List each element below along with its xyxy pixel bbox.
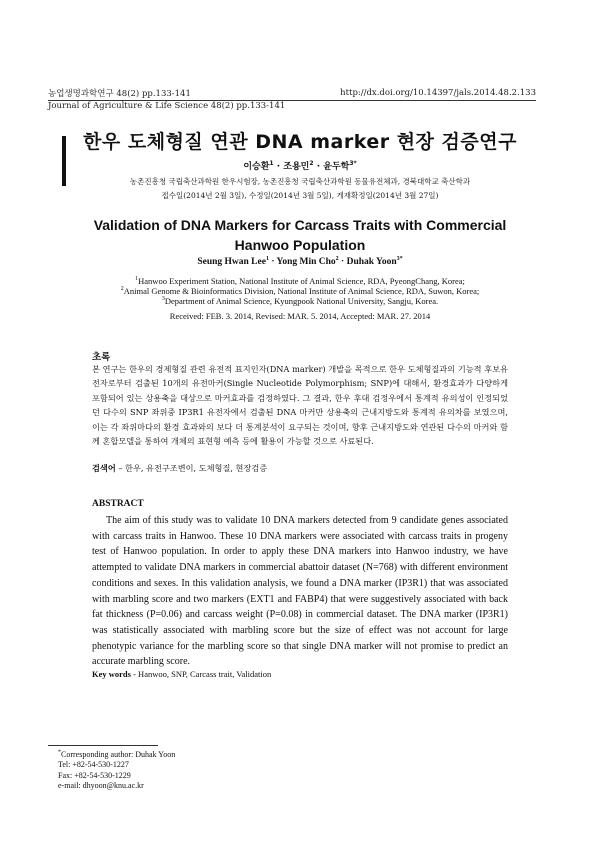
corresponding-author: *Corresponding author: Duhak Yoon: [58, 749, 176, 759]
affiliation-en-1: $^1$Hanwoo Experiment Station, National Institute of Animal Science, RDA, PyeongChang, Korea;: [135, 276, 465, 286]
author-1: 이승환: [243, 162, 270, 172]
title-korean: 한우 도체형질 연관 DNA marker 현장 검증연구: [83, 131, 517, 153]
abstract-ko-body: 본 연구는 한우의 경제형질 관련 유전적 표지인자(DNA marker) 개발을 목적으로 한우 도체형질과의 기능적 후보유전자로부터 검출된 10개의 유전마커(Single Nucleotide Polymorphism; SNP)에 대해서, 환경효과가 다양하게 포함되어 있는 상용축을 대상으로 마커효과를 검정하였다. 그 결과, 한우 후대 검정우에서 통계적 유의성이 인정되었던 다수의 SNP 좌위중 IP3R1 유전자에서 검출된 DNA 마커만 상용축의 근내지방도와 통계적 유의차를 보였으며, 이는 각 좌위마다의 환경 효과와의 보다 더 통계분석이 요구되는 것이며, 향후 근내지방도와 연관된 다수의 마커와 함께 혼합모델을 통하여 개체의 표현형 예측 등에 활용이 가능할 것으로 사료된다.: [92, 364, 508, 447]
keywords-english: [92, 669, 271, 679]
abstract-ko-heading: 초록: [92, 352, 111, 363]
affiliations-english: [60, 276, 540, 306]
journal-en: Journal of Agriculture & Life Science 48(2) pp.133-141: [48, 101, 286, 111]
authors-english: Seung Hwan Lee$^1$ · Yong Min Cho$^2$ · Duhak Yoon$^{3*}$: [197, 255, 403, 267]
dates-ko-line: 접수일(2014년 2월 3일), 수정일(2014년 3월 5일), 게재확정일(2014년 3월 27일): [161, 190, 439, 200]
authors-korean: 이승환$^1$ · 조용민$^2$ · 윤두학$^{3*}$: [243, 160, 357, 172]
phone: Tel: +82-54-530-1227: [58, 760, 129, 770]
corresponding-footnote: [58, 750, 175, 792]
journal-ko: 농업생명과학연구 48(2) pp.133-141: [48, 89, 191, 99]
title-english: Validation of DNA Markers for Carcass Traits with Commercial Hanwoo Population: [93, 217, 507, 253]
email[interactable]: e-mail: dhyoon@knu.ac.kr: [58, 781, 144, 791]
affiliation-en-3: $^3$Department of Animal Science, Kyungpook National University, Sangju, Korea.: [161, 296, 439, 306]
abstract-en-heading: ABSTRACT: [92, 499, 144, 509]
author-2: 조용민: [283, 162, 310, 172]
keywords-ko-text: – 한우, 유전구조변이, 도체형질, 현장검증: [115, 463, 268, 473]
keywords-en-label: Key words: [92, 669, 131, 679]
header-divider: [48, 100, 536, 101]
affiliations-korean: [60, 175, 540, 202]
affiliation-ko-line: 농촌진흥청 국립축산과학원 한우시험장, 농촌진흥청 국립축산과학원 동물유전체과, 경북대학교 축산학과: [129, 177, 471, 186]
affiliation-en-2: $^2$Animal Genome & Bioinformatics Division, National Institute of Animal Science, RDA, Suwon, Korea;: [120, 286, 480, 296]
author-3: 윤두학: [323, 162, 350, 172]
keywords-en-text: - Hanwoo, SNP, Carcass trait, Validation: [130, 669, 272, 679]
keywords-ko-label: 검색어: [92, 463, 116, 473]
doi-link[interactable]: http://dx.doi.org/10.14397/jals.2014.48.2.133: [340, 88, 536, 98]
fax: Fax: +82-54-530-1229: [58, 770, 131, 780]
abstract-en-body: The aim of this study was to validate 10 DNA markers detected from 9 candidate genes associated with carcass traits in Hanwoo. These 10 DNA markers were associated with carcass traits in progeny test of Hanwoo population. In order to apply these DNA markers into Hanwoo industry, we have attempted to validate DNA markers in commercial abattoir dataset (N=768) with different environment conditions and sexes. In this validation analysis, we found a DNA marker (IP3R1) that was associated with marbling score and two markers (EXT1 and FABP4) that were suggestively associated with back fat thickness (P=0.06) and carcass weight (P=0.08) in commercial dataset. The DNA marker (IP3R1) was statistically associated with marbling score but the size of effect was not account for large phenotypic variance for the marbling score so that single DNA marker will not promise to predict an accurate marbling score.: [92, 515, 508, 668]
received-dates: Received: FEB. 3. 2014, Revised: MAR. 5. 2014, Accepted: MAR. 27. 2014: [169, 311, 431, 321]
footnote-divider: [48, 745, 158, 746]
keywords-korean: [92, 463, 267, 474]
